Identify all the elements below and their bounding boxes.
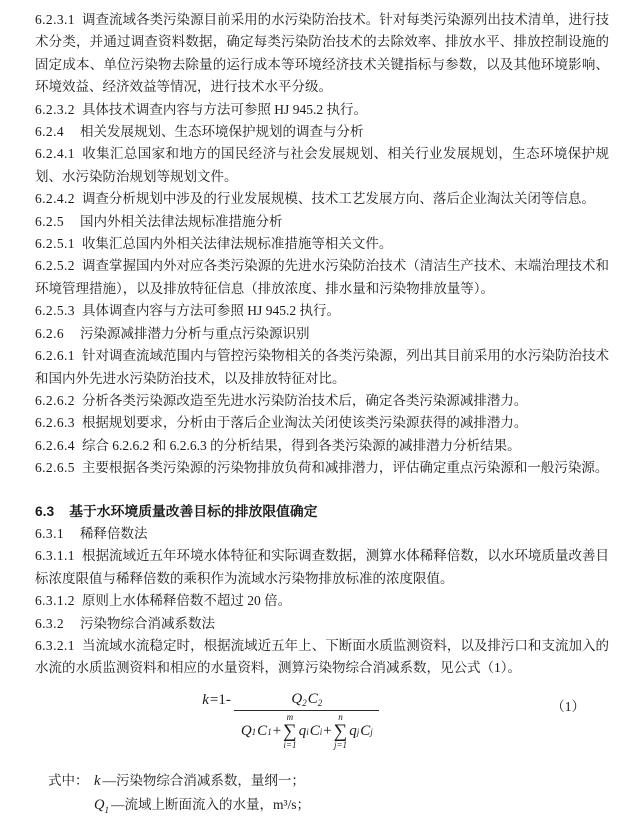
clause-text: 具体调查内容与方法可参照 HJ 945.2 执行。 — [81, 303, 340, 319]
sum-upper-limit: n — [338, 711, 343, 722]
document-body — [35, 9, 609, 680]
clause-text: 收集汇总国内外相关法律法规标准措施等相关文件。 — [81, 236, 393, 252]
summation — [283, 713, 297, 751]
fraction — [234, 691, 379, 751]
clause-6.2.6.1 — [35, 345, 609, 390]
clause-number: 6.2.5.2 — [35, 258, 75, 274]
clause-6.2.5.2 — [35, 255, 609, 300]
heading-6.3.2 — [35, 613, 609, 635]
clause-text: 针对调查流域范围内与管控污染物相关的各类污染源，列出其目前采用的水污染防治技术和国内外先进水污染防治技术，以及排放特征对比。 — [35, 348, 609, 386]
clause-text: 具体技术调查内容与方法可参照 HJ 945.2 执行。 — [81, 101, 367, 117]
clause-number: 6.2.4.2 — [35, 191, 75, 207]
formula-term: C — [257, 723, 268, 740]
clause-text: 当流域水流稳定时，根据流域近五年上、下断面水质监测资料，以及排污口和支流加入的水流的水质监测资料和相应的水量资料，测算污染物综合消减系数，见公式（1）。 — [35, 637, 609, 676]
clause-6.3.1.2 — [35, 590, 609, 612]
clause-text: 根据规划要求，分析由于落后企业淘汰关闭使该类污染源获得的减排潜力。 — [81, 415, 528, 431]
where-item — [35, 793, 609, 822]
formula-body — [3, 691, 577, 751]
clause-text: 调查分析规划中涉及的行业发展规模、技术工艺发展方向、落后企业淘汰关闭等信息。 — [81, 191, 595, 207]
clause-number: 6.3 — [35, 503, 55, 519]
formula-term: q — [349, 723, 357, 740]
clause-number: 6.2.6.2 — [35, 392, 75, 408]
formula-var-k: k — [202, 691, 209, 708]
equation-1 — [35, 691, 609, 767]
clause-number: 6.2.4.1 — [35, 146, 75, 162]
heading-6.2.4 — [35, 121, 609, 143]
clause-number: 6.2.5 — [35, 213, 64, 229]
clause-text: 分析各类污染源改造至先进水污染防治技术后，确定各类污染源减排潜力。 — [81, 392, 528, 408]
where-description: —流域上断面流入的水量，m³/s； — [110, 796, 311, 812]
clause-6.2.3.2 — [35, 99, 609, 121]
clause-number: 6.2.6.1 — [35, 348, 75, 364]
clause-6.2.6.3 — [35, 412, 609, 434]
formula-term: Q — [291, 690, 303, 707]
formula-term: q — [298, 723, 307, 740]
formula-subscript: 2 — [317, 697, 323, 708]
clause-number: 6.2.6.4 — [35, 437, 75, 453]
where-symbol: $Q_1$ — [94, 796, 109, 815]
clause-number: 6.2.6.5 — [35, 460, 75, 476]
clause-text: 相关发展规划、生态环境保护规划的调查与分析 — [80, 124, 364, 140]
clause-text: 稀释倍数法 — [80, 525, 148, 541]
clause-number: 6.2.6 — [35, 325, 64, 341]
clause-number: 6.2.5.3 — [35, 303, 75, 319]
clause-number: 6.3.1.1 — [35, 548, 75, 564]
fraction-numerator — [286, 691, 326, 710]
clause-6.2.6.5 — [35, 457, 609, 479]
clause-6.2.3.1 — [35, 9, 609, 99]
clause-text: 收集汇总国家和地方的国民经济与社会发展规划、相关行业发展规划，生态环境保护规划、水污染防治规划等规划文件。 — [35, 146, 609, 184]
formula-subscript: 2 — [302, 697, 307, 708]
formula-term: C — [309, 723, 320, 740]
clause-number: 6.3.1 — [35, 525, 64, 541]
clause-text: 根据流域近五年环境水体特征和实际调查数据，测算水体稀释倍数，以水环境质量改善目标浓度限值与稀释倍数的乘积作为流域水污染物排放标准的浓度限值。 — [35, 548, 609, 586]
formula-term: C — [360, 723, 371, 740]
clause-text: 基于水环境质量改善目标的排放限值确定 — [69, 503, 318, 519]
clause-text: 主要根据各类污染源的污染物排放负荷和减排潜力，评估确定重点污染源和一般污染源。 — [81, 460, 609, 476]
clause-text: 污染物综合消减系数法 — [80, 615, 215, 631]
sigma-icon: ∑ — [283, 720, 297, 742]
clause-number: 6.2.4 — [35, 124, 64, 140]
sum-upper-limit: m — [286, 711, 294, 722]
clause-number: 6.2.6.3 — [35, 415, 75, 431]
heading-6.2.5 — [35, 211, 609, 233]
clause-6.2.6.2 — [35, 390, 609, 412]
formula-lhs — [201, 691, 232, 709]
formula-term: C — [307, 690, 318, 707]
clause-text: 综合 6.2.6.2 和 6.2.6.3 的分析结果，得到各类污染源的减排潜力分析结果。 — [81, 437, 521, 453]
clause-6.2.6.4 — [35, 435, 609, 457]
clause-6.2.5.3 — [35, 300, 609, 322]
clause-6.2.5.1 — [35, 233, 609, 255]
clause-number: 6.2.5.1 — [35, 236, 75, 252]
sum-lower-limit: i=1 — [283, 739, 297, 750]
sigma-icon: ∑ — [333, 720, 348, 742]
clause-6.3.1.1 — [35, 545, 609, 590]
where-item — [35, 769, 609, 793]
clause-6.2.4.2 — [35, 188, 609, 210]
fraction-denominator: Q 1 C 1 + m ∑ i=1 q i C i + n ∑ j=1 q j C j — [234, 710, 379, 751]
summation — [334, 713, 348, 751]
clause-6.3.2.1 — [35, 635, 609, 680]
clause-text: 国内外相关法律法规标准措施分析 — [80, 213, 283, 229]
clause-number: 6.3.2 — [35, 615, 64, 631]
clause-text: 调查流域各类污染源目前采用的水污染防治技术。针对每类污染源列出技术清单，进行技术分类，并通过调查资料数据，确定每类污染防治技术的去除效率、排放水平、排放控制设施的固定成本、单位污染物去除量的运行成本等环境经济技术关键指标与参数，以及其他环境影响、环境效益、经济效益等情况，进行技术水平分级。 — [35, 12, 609, 95]
clause-6.2.4.1 — [35, 143, 609, 188]
formula-term: Q — [240, 723, 252, 740]
heading-6.3 — [35, 501, 609, 523]
heading-6.3.1 — [35, 523, 609, 545]
equation-number: （1） — [551, 698, 585, 714]
clause-text: 原则上水体稀释倍数不超过 20 倍。 — [81, 593, 292, 609]
clause-text: 调查掌握国内外对应各类污染源的先进水污染防治技术（清洁生产技术、末端治理技术和环境管理措施），以及排放特征信息（排放浓度、排水量和污染物排放量等）。 — [35, 258, 609, 296]
clause-number: 6.3.2.1 — [35, 637, 75, 653]
where-description: —污染物综合消减系数，量纲一； — [102, 772, 305, 788]
sum-lower-limit: j=1 — [333, 739, 348, 750]
clause-number: 6.2.3.2 — [35, 101, 75, 117]
plus-operator: + — [323, 723, 332, 740]
where-symbol: k — [94, 772, 101, 789]
where-list — [35, 769, 609, 822]
clause-number: 6.2.3.1 — [35, 12, 75, 27]
clause-text: 污染源减排潜力分析与重点污染源识别 — [80, 325, 310, 341]
heading-6.2.6 — [35, 323, 609, 345]
where-label: 式中： — [48, 772, 89, 788]
formula-operator: =1- — [209, 691, 231, 708]
clause-number: 6.3.1.2 — [35, 593, 75, 609]
plus-operator: + — [272, 723, 282, 740]
